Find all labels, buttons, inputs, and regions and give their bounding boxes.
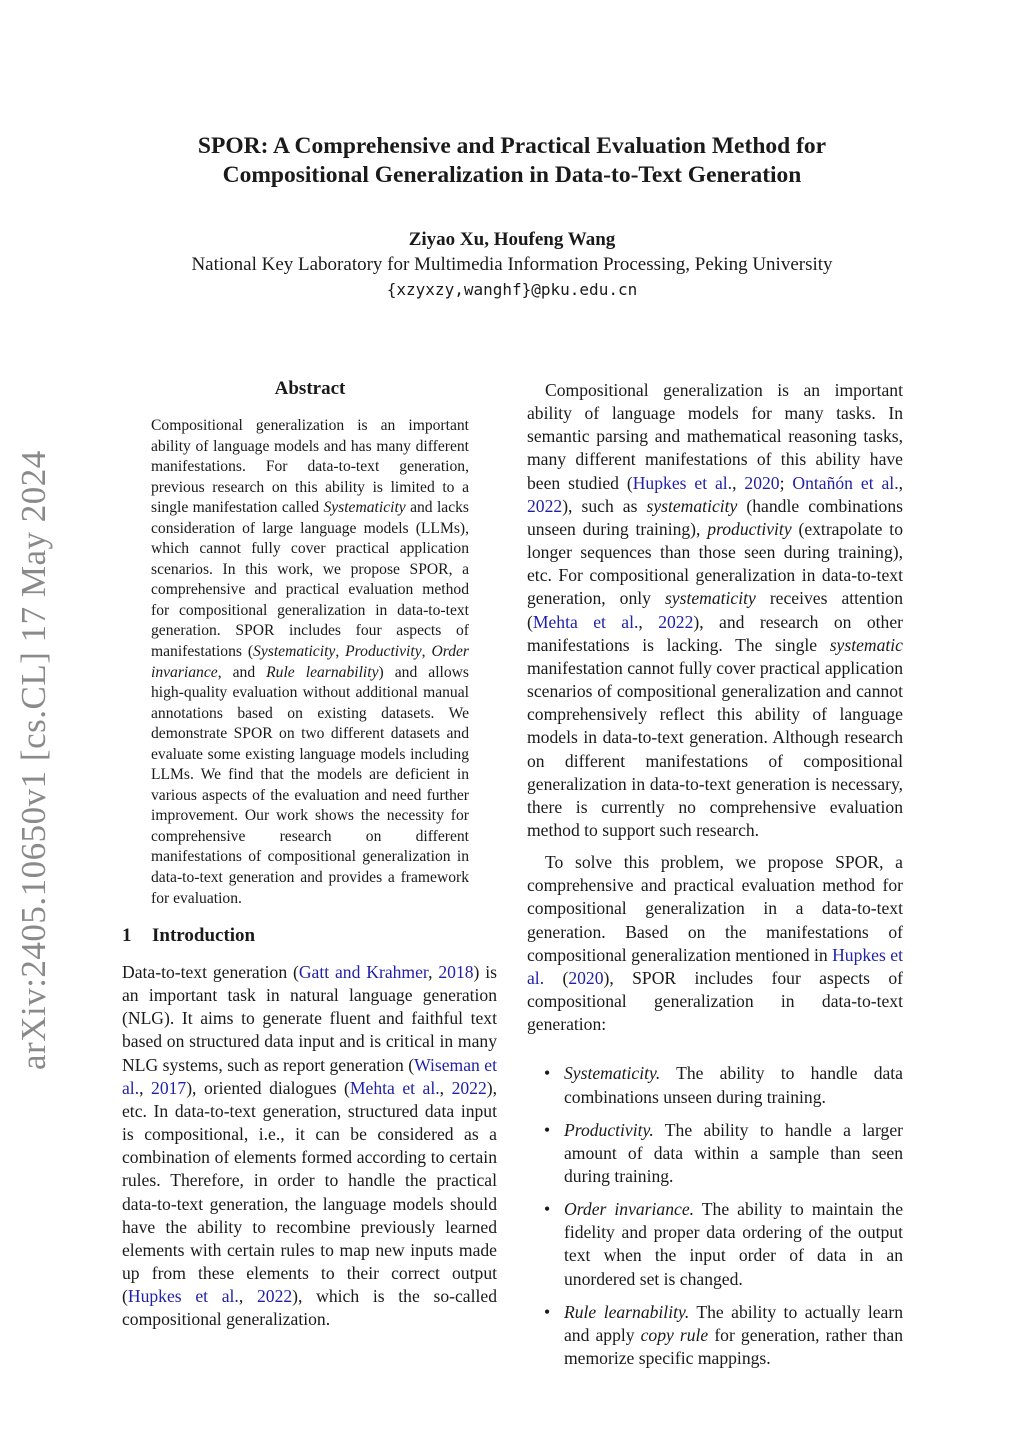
abstract-text: Compositional generalization is an important ability of language models and has many different manifestations. For data-to-text generation, previous research on this ability is limited to a single manifestation called Systematicity and lacks consideration of large language models (LLMs), which cannot fully cover practical application scenarios. In this work, we propose SPOR, a comprehensive and practical evaluation method for compositional generalization in data-to-text generation. SPOR includes four aspects of manifestations (Systematicity, Productivity, Order invariance, and Rule learnability) and allows high-quality evaluation without additional manual annotations based on existing datasets. We demonstrate SPOR on two different datasets and evaluate some existing language models including LLMs. We find that the models are deficient in various aspects of the evaluation and need further improvement. Our work shows the necessity for comprehensive research on different manifestations of compositional generalization in data-to-text generation and provides a framework for evaluation. <box>151 417 469 907</box>
citation-link[interactable]: Mehta et al. <box>532 611 639 632</box>
citation-link[interactable]: Mehta et al. <box>349 1077 440 1098</box>
intro-paragraph-3: To solve this problem, we propose SPOR, a comprehensive and practical evaluation method for compositional generalization in a data-to-text generation. Based on the manifestations of compositional generalization mentioned in Hupkes et al. (2020), SPOR includes four aspects of compositional generalization in data-to-text generation: <box>527 852 903 1035</box>
manifestation-list <box>527 1062 903 1370</box>
citation-link[interactable]: Wiseman et al. <box>122 1054 497 1098</box>
section-title: Introduction <box>152 925 256 946</box>
citation-link[interactable]: 2020 <box>568 967 604 988</box>
intro-paragraph-2: Compositional generalization is an important ability of language models for many tasks. In semantic parsing and mathematical reasoning tasks, many different manifestations of this ability have been studied (Hupkes et al., 2020; Ontañón et al., 2022), such as systematicity (handle combinations unseen during training), productivity (extrapolate to longer sequences than those seen during training), etc. For compositional generalization in data-to-text generation, only systematicity receives attention (Mehta et al., 2022), and research on other manifestations is lacking. The single systematic manifestation cannot fully cover practical application scenarios of compositional generalization and cannot comprehensively reflect this ability of language models in data-to-text generation. Although research on different manifestations of compositional generalization in data-to-text generation is necessary, there is currently no comprehensive evaluation method to support such research. <box>527 380 903 840</box>
list-item-systematicity: • Systematicity. The ability to handle data combinations unseen during training. <box>544 1063 903 1107</box>
citation-link[interactable]: 2022 <box>256 1286 293 1307</box>
bullet-icon: • <box>544 1301 551 1322</box>
title-line-2: Compositional Generalization in Data-to-Text Generation <box>222 162 802 188</box>
right-column <box>527 379 903 1380</box>
citation-link[interactable]: Gatt and Krahmer <box>298 962 429 982</box>
affiliation: National Key Laboratory for Multimedia Information Processing, Peking University <box>191 254 833 275</box>
bullet-icon: • <box>544 1119 551 1140</box>
arxiv-identifier-stamp: arXiv:2405.10650v1 [cs.CL] 17 May 2024 <box>14 450 53 1070</box>
title-line-1: SPOR: A Comprehensive and Practical Evaluation Method for <box>197 133 827 159</box>
citation-link[interactable]: Hupkes et al. <box>127 1286 239 1307</box>
citation-link[interactable]: 2017 <box>151 1077 187 1098</box>
email: {xzyxzy,wanghf}@pku.edu.cn <box>386 280 638 299</box>
authors: Ziyao Xu, Houfeng Wang <box>408 229 616 250</box>
citation-link[interactable]: Hupkes et al. <box>527 944 903 988</box>
citation-link[interactable]: 2022 <box>658 611 694 632</box>
citation-link[interactable]: Ontañón et al. <box>792 472 899 493</box>
citation-link[interactable]: 2018 <box>438 962 474 982</box>
paper-title <box>150 132 874 190</box>
citation-link[interactable]: 2022 <box>451 1077 487 1098</box>
section-number: 1 <box>122 925 132 946</box>
section-heading-introduction <box>122 925 255 947</box>
list-item-rule-learnability: • Rule learnability. The ability to actually learn and apply copy rule for generation, rather than memorize specific mappings. <box>544 1301 903 1369</box>
abstract-heading: Abstract <box>274 378 346 399</box>
citation-link[interactable]: Hupkes et al. <box>632 472 733 493</box>
list-item-order-invariance: • Order invariance. The ability to maintain the fidelity and proper data ordering of the output text when the input order of data in an unordered set is changed. <box>544 1199 903 1289</box>
citation-link[interactable]: 2022 <box>527 495 563 516</box>
list-item-productivity: • Productivity. The ability to handle a larger amount of data within a sample than seen during training. <box>544 1119 903 1186</box>
bullet-icon: • <box>544 1063 551 1084</box>
bullet-icon: • <box>544 1199 551 1220</box>
citation-link[interactable]: 2020 <box>744 472 780 493</box>
intro-paragraph-1: Data-to-text generation (Gatt and Krahmer, 2018) is an important task in natural language generation (NLG). It aims to generate fluent and faithful text based on structured data input and is critical in many NLG systems, such as report generation (Wiseman et al., 2017), oriented dialogues (Mehta et al., 2022), etc. In data-to-text generation, structured data input is compositional, i.e., it can be considered as a combination of elements formed according to certain rules. Therefore, in order to handle the practical data-to-text generation, the language models should have the ability to recombine previously learned elements with certain rules to map new inputs made up from these elements to their correct output (Hupkes et al., 2022), which is the so-called compositional generalization. <box>122 962 498 1330</box>
